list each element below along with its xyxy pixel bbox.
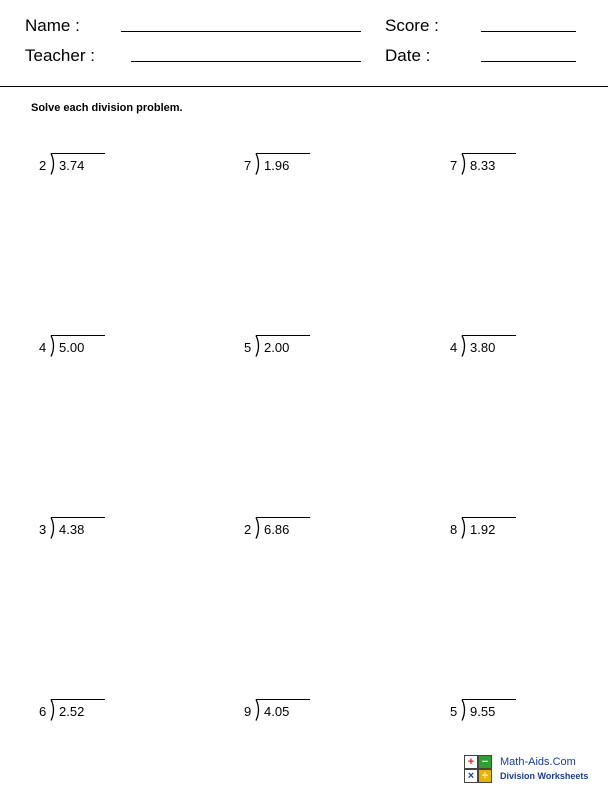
math-aids-logo bbox=[464, 755, 594, 785]
division-overbar bbox=[51, 335, 105, 336]
division-overbar bbox=[51, 517, 105, 518]
divisor: 3 bbox=[39, 522, 47, 537]
dividend: 6.86 bbox=[264, 522, 290, 537]
division-problem bbox=[450, 332, 530, 362]
division-problem bbox=[39, 696, 119, 726]
dividend: 2.00 bbox=[264, 340, 290, 355]
name-label: Name : bbox=[25, 16, 80, 35]
division-bracket bbox=[47, 335, 59, 357]
teacher-label: Teacher : bbox=[25, 46, 95, 65]
logo-title: Math-Aids.Com bbox=[500, 756, 576, 768]
division-bracket bbox=[458, 153, 470, 175]
dividend: 8.33 bbox=[470, 158, 496, 173]
divisor: 8 bbox=[450, 522, 458, 537]
times-icon: × bbox=[464, 769, 478, 783]
division-bracket bbox=[47, 699, 59, 721]
header-divider bbox=[0, 86, 608, 87]
divisor: 9 bbox=[244, 704, 252, 719]
division-problem bbox=[244, 150, 324, 180]
dividend: 1.96 bbox=[264, 158, 290, 173]
divisor: 2 bbox=[244, 522, 252, 537]
division-overbar bbox=[462, 335, 516, 336]
division-overbar bbox=[462, 517, 516, 518]
date-line bbox=[481, 61, 576, 62]
division-bracket bbox=[252, 335, 264, 357]
division-problem bbox=[450, 150, 530, 180]
minus-icon: − bbox=[478, 755, 492, 769]
division-bracket bbox=[458, 517, 470, 539]
plus-icon: + bbox=[464, 755, 478, 769]
dividend: 5.00 bbox=[59, 340, 85, 355]
division-problem bbox=[450, 514, 530, 544]
division-bracket bbox=[47, 153, 59, 175]
division-bracket bbox=[47, 517, 59, 539]
division-problem bbox=[39, 514, 119, 544]
name-line bbox=[121, 31, 361, 32]
division-problem bbox=[244, 332, 324, 362]
divisor: 6 bbox=[39, 704, 47, 719]
division-bracket bbox=[252, 699, 264, 721]
division-overbar bbox=[256, 517, 310, 518]
logo-subtitle: Division Worksheets bbox=[500, 771, 589, 781]
dividend: 4.05 bbox=[264, 704, 290, 719]
division-overbar bbox=[462, 699, 516, 700]
divisor: 5 bbox=[244, 340, 252, 355]
division-bracket bbox=[458, 699, 470, 721]
divisor: 4 bbox=[450, 340, 458, 355]
date-label: Date : bbox=[385, 46, 431, 65]
division-bracket bbox=[252, 153, 264, 175]
divisor: 2 bbox=[39, 158, 47, 173]
division-problem bbox=[39, 150, 119, 180]
score-line bbox=[481, 31, 576, 32]
division-bracket bbox=[458, 335, 470, 357]
teacher-line bbox=[131, 61, 361, 62]
instructions: Solve each division problem. bbox=[31, 102, 183, 114]
dividend: 1.92 bbox=[470, 522, 496, 537]
division-problem bbox=[244, 696, 324, 726]
divisor: 4 bbox=[39, 340, 47, 355]
division-overbar bbox=[256, 335, 310, 336]
division-bracket bbox=[252, 517, 264, 539]
divisor: 7 bbox=[244, 158, 252, 173]
operations-logo-icon bbox=[464, 755, 492, 783]
division-overbar bbox=[256, 153, 310, 154]
division-overbar bbox=[462, 153, 516, 154]
dividend: 9.55 bbox=[470, 704, 496, 719]
score-label: Score : bbox=[385, 16, 439, 35]
dividend: 2.52 bbox=[59, 704, 85, 719]
dividend: 3.80 bbox=[470, 340, 496, 355]
divisor: 5 bbox=[450, 704, 458, 719]
division-problem bbox=[450, 696, 530, 726]
division-problem bbox=[39, 332, 119, 362]
dividend: 3.74 bbox=[59, 158, 85, 173]
division-overbar bbox=[51, 699, 105, 700]
divide-icon: ÷ bbox=[478, 769, 492, 783]
divisor: 7 bbox=[450, 158, 458, 173]
dividend: 4.38 bbox=[59, 522, 85, 537]
division-overbar bbox=[51, 153, 105, 154]
division-overbar bbox=[256, 699, 310, 700]
division-problem bbox=[244, 514, 324, 544]
